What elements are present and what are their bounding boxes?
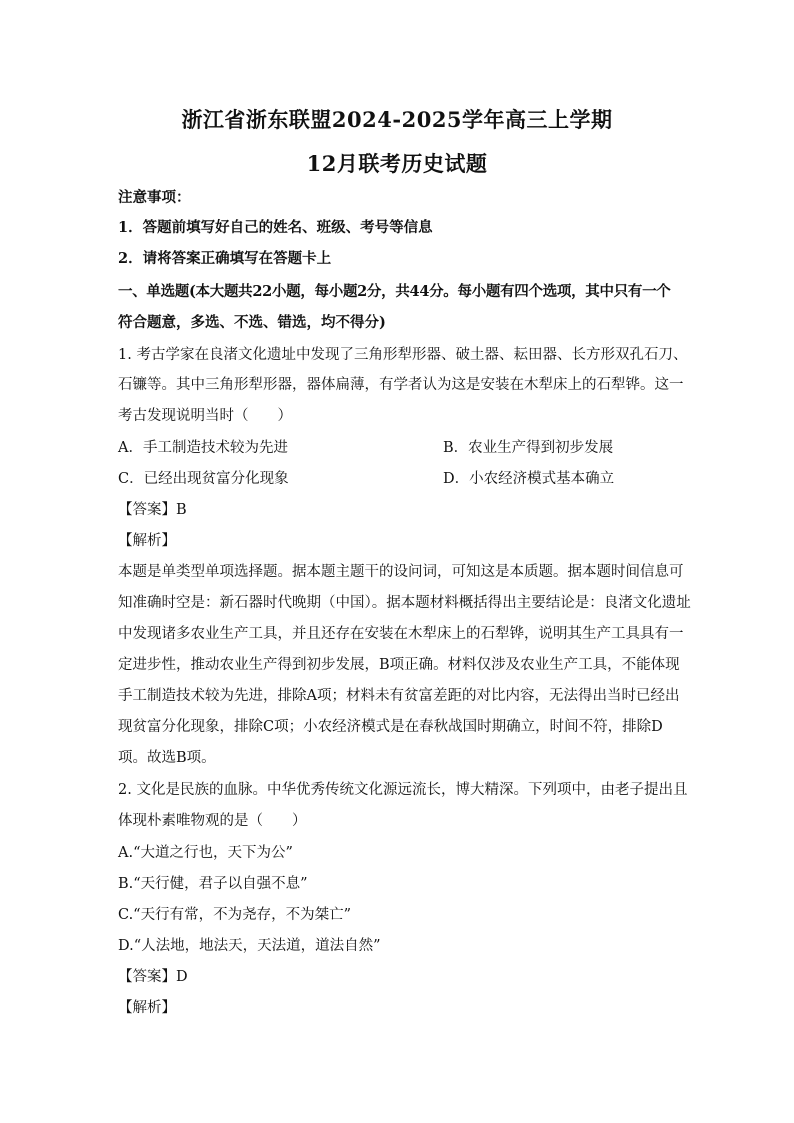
- title-line-1: 浙江省浙东联盟2024-2025学年高三上学期: [181, 107, 613, 132]
- q1-analysis-line-2: 知准确时空是：新石器时代晚期（中国）。据本题材料概括得出主要结论是：良渚文化遗址: [118, 595, 691, 611]
- q1-stem-line-2: 石镰等。其中三角形犁形器，器体扁薄，有学者认为这是安装在木犁床上的石犁铧。这一: [118, 377, 684, 393]
- q2-stem-line-2: 体现朴素唯物观的是（ ）: [118, 813, 307, 829]
- q1-analysis-line-6: 现贫富分化现象，排除C项；小农经济模式是在春秋战国时期确立，时间不符，排除D: [118, 719, 663, 735]
- q2-option-d: D.“人法地，地法天，天法道，道法自然”: [118, 938, 381, 954]
- q2-stem-line-1: 2. 文化是民族的血脉。中华优秀传统文化源远流长，博大精深。下列项中，由老子提出且: [118, 782, 688, 798]
- notice-item-2: 2．请将答案正确填写在答题卡上: [118, 250, 332, 267]
- q1-option-a: A．手工制造技术较为先进: [118, 440, 288, 456]
- q1-analysis-line-5: 手工制造技术较为先进，排除A项；材料未有贫富差距的对比内容，无法得出当时已经出: [118, 688, 680, 704]
- q2-answer: 【答案】D: [118, 969, 188, 985]
- q1-analysis-line-7: 项。故选B项。: [118, 750, 216, 766]
- q1-answer: 【答案】B: [118, 502, 187, 518]
- q2-option-a: A.“大道之行也，天下为公”: [118, 845, 293, 861]
- q1-stem-line-3: 考古发现说明当时（ ）: [118, 408, 292, 424]
- q1-analysis-line-3: 中发现诸多农业生产工具，并且还存在安装在木犁床上的石犁铧，说明其生产工具具有一: [118, 626, 684, 642]
- q2-option-c: C.“天行有常，不为尧存，不为桀亡”: [118, 907, 352, 923]
- q1-analysis-line-1: 本题是单类型单项选择题。据本题主题干的设问词，可知这是本质题。据本题时间信息可: [118, 564, 684, 580]
- q1-option-d: D．小农经济模式基本确立: [443, 471, 615, 487]
- q1-stem-line-1: 1. 考古学家在良渚文化遗址中发现了三角形犁形器、破土器、耘田器、长方形双孔石刀、: [118, 347, 688, 363]
- q1-analysis-label: 【解析】: [118, 533, 176, 549]
- q1-option-b: B．农业生产得到初步发展: [443, 440, 614, 456]
- q1-analysis-line-4: 定进步性，推动农业生产得到初步发展，B项正确。材料仅涉及农业生产工具，不能体现: [118, 657, 680, 673]
- q2-analysis-label: 【解析】: [118, 1000, 176, 1016]
- section-heading-line-2: 符合题意，多选、不选、错选，均不得分): [118, 314, 386, 331]
- section-heading-line-1: 一、单选题(本大题共22小题，每小题2分，共44分。每小题有四个选项，其中只有一个: [118, 283, 671, 300]
- notice-heading: 注意事项：: [118, 189, 191, 206]
- notice-item-1: 1．答题前填写好自己的姓名、班级、考号等信息: [118, 219, 433, 236]
- title-line-2: 12月联考历史试题: [306, 151, 488, 176]
- q2-option-b: B.“天行健，君子以自强不息”: [118, 876, 308, 892]
- q1-option-c: C．已经出现贫富分化现象: [118, 471, 289, 487]
